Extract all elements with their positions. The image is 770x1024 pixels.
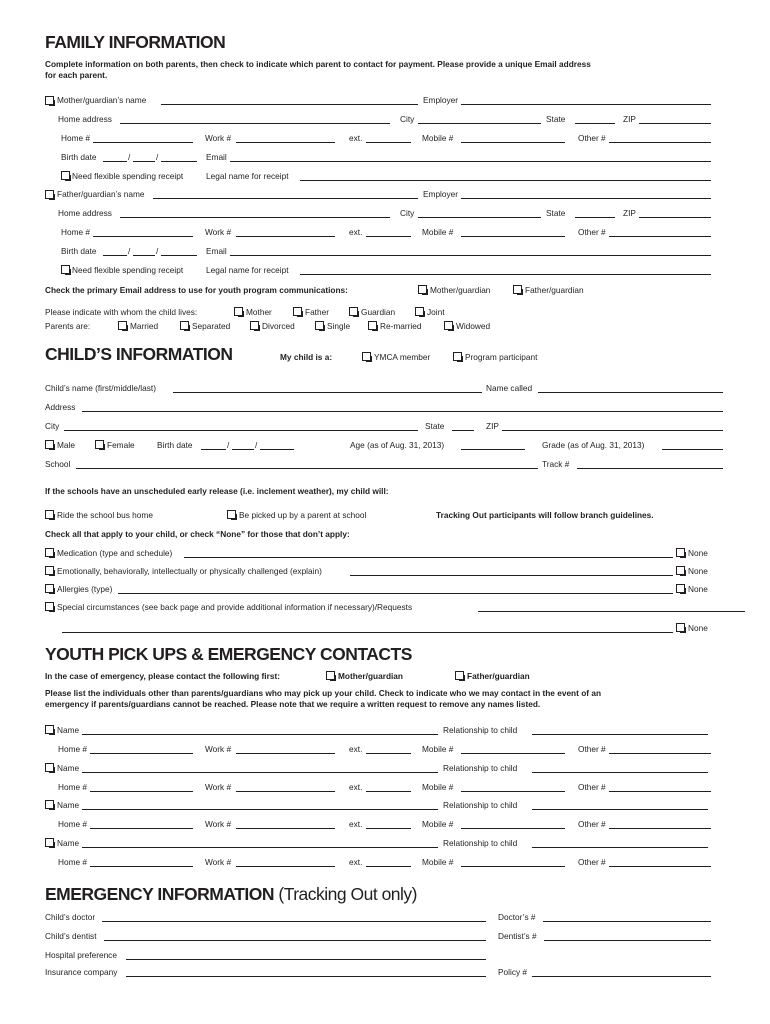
- mother-name-field[interactable]: [161, 104, 418, 105]
- contact-4-relationship-field[interactable]: [532, 847, 708, 848]
- child-section-title: CHILD’S INFORMATION: [45, 344, 233, 364]
- contact-4-emergency-checkbox[interactable]: [45, 838, 54, 847]
- mother-home-label: Home #: [61, 133, 91, 143]
- contact-1-ext-label: ext.: [349, 744, 363, 754]
- child-zip-label: ZIP: [486, 421, 499, 431]
- lives-father-label: Father: [305, 307, 329, 317]
- picked-up-label: Be picked up by a parent at school: [239, 510, 367, 520]
- contact-3-ext-label: ext.: [349, 819, 363, 829]
- family-instructions-cont: for each parent.: [45, 70, 108, 80]
- contact-2-work-field[interactable]: [236, 791, 335, 792]
- ymca-member-checkbox[interactable]: [362, 352, 371, 361]
- father-mobile-label: Mobile #: [422, 227, 454, 237]
- contact-1-home-field[interactable]: [90, 753, 193, 754]
- lives-guardian-checkbox[interactable]: [349, 307, 358, 316]
- father-city-label: City: [400, 208, 415, 218]
- contact-4-other-field[interactable]: [609, 866, 711, 867]
- mother-fsa-label: Need flexible spending receipt: [72, 171, 184, 181]
- picked-up-checkbox[interactable]: [227, 510, 236, 519]
- father-home-field[interactable]: [93, 236, 193, 237]
- date-slash: /: [156, 246, 159, 256]
- contact-3-emergency-checkbox[interactable]: [45, 800, 54, 809]
- medication-label: Medication (type and schedule): [57, 548, 173, 558]
- mother-state-field[interactable]: [575, 123, 615, 124]
- contact-3-home-label: Home #: [58, 819, 88, 829]
- father-other-field[interactable]: [609, 236, 711, 237]
- track-label: Track #: [542, 459, 570, 469]
- child-birth-month[interactable]: [201, 449, 226, 450]
- allergies-checkbox[interactable]: [45, 584, 54, 593]
- early-release-prompt: If the schools have an unscheduled early release (i.e. inclement weather), my child will:: [45, 486, 389, 496]
- contact-3-home-field[interactable]: [90, 828, 193, 829]
- contact-1-ext-field[interactable]: [366, 753, 411, 754]
- mother-birth-month[interactable]: [103, 161, 127, 162]
- father-state-label: State: [546, 208, 566, 218]
- date-slash: /: [128, 152, 131, 162]
- hospital-field[interactable]: [126, 959, 486, 960]
- father-home-label: Home #: [61, 227, 91, 237]
- contact-2-name-label: Name: [57, 763, 80, 773]
- primary-mother-label: Mother/guardian: [430, 285, 491, 295]
- mother-work-field[interactable]: [236, 142, 335, 143]
- contact-3-ext-field[interactable]: [366, 828, 411, 829]
- father-address-label: Home address: [58, 208, 112, 218]
- child-name-label: Child’s name (first/middle/last): [45, 383, 156, 393]
- dentist-number-field[interactable]: [544, 940, 711, 941]
- single-checkbox[interactable]: [315, 321, 324, 330]
- age-label: Age (as of Aug. 31, 2013): [350, 440, 445, 450]
- mother-other-field[interactable]: [609, 142, 711, 143]
- contact-4-ext-field[interactable]: [366, 866, 411, 867]
- child-city-label: City: [45, 421, 60, 431]
- contact-4-ext-label: ext.: [349, 857, 363, 867]
- track-field[interactable]: [577, 468, 723, 469]
- father-zip-label: ZIP: [623, 208, 636, 218]
- contact-3-name-field[interactable]: [82, 809, 438, 810]
- mother-address-label: Home address: [58, 114, 112, 124]
- mother-legal-label: Legal name for receipt: [206, 171, 289, 181]
- contact-2-home-label: Home #: [58, 782, 88, 792]
- child-city-field[interactable]: [64, 430, 418, 431]
- my-child-is-label: My child is a:: [280, 352, 333, 362]
- contact-1-work-field[interactable]: [236, 753, 335, 754]
- insurance-field[interactable]: [126, 976, 486, 977]
- lives-with-prompt: Please indicate with whom the child lives:: [45, 307, 198, 317]
- mother-mobile-label: Mobile #: [422, 133, 454, 143]
- contact-4-mobile-label: Mobile #: [422, 857, 454, 867]
- mother-employer-field[interactable]: [461, 104, 711, 105]
- father-employer-label: Employer: [423, 189, 459, 199]
- father-employer-field[interactable]: [461, 198, 711, 199]
- contact-1-other-field[interactable]: [609, 753, 711, 754]
- insurance-label: Insurance company: [45, 967, 118, 977]
- special-none-label: None: [688, 623, 708, 633]
- contact-4-other-label: Other #: [578, 857, 606, 867]
- doctor-number-field[interactable]: [543, 921, 711, 922]
- remarried-checkbox[interactable]: [368, 321, 377, 330]
- pickup-instructions: Please list the individuals other than parents/guardians who may pick up your child. Check to indicate who we may contact in the event of an: [45, 688, 602, 698]
- dentist-label: Child’s dentist: [45, 931, 97, 941]
- contact-2-name-field[interactable]: [82, 772, 438, 773]
- divorced-label: Divorced: [262, 321, 295, 331]
- widowed-label: Widowed: [456, 321, 491, 331]
- primary-father-label: Father/guardian: [525, 285, 584, 295]
- married-label: Married: [130, 321, 159, 331]
- pickups-section-title: YOUTH PICK UPS & EMERGENCY CONTACTS: [45, 644, 412, 664]
- mother-state-label: State: [546, 114, 566, 124]
- allergies-label: Allergies (type): [57, 584, 113, 594]
- policy-label: Policy #: [498, 967, 528, 977]
- school-field[interactable]: [76, 468, 538, 469]
- name-called-field[interactable]: [538, 392, 723, 393]
- date-slash: /: [128, 246, 131, 256]
- contact-2-ext-label: ext.: [349, 782, 363, 792]
- date-slash: /: [255, 440, 258, 450]
- contact-1-work-label: Work #: [205, 744, 232, 754]
- child-zip-field[interactable]: [502, 430, 723, 431]
- emotional-field[interactable]: [350, 575, 673, 576]
- parents-are-prompt: Parents are:: [45, 321, 91, 331]
- contact-2-work-label: Work #: [205, 782, 232, 792]
- mother-zip-field[interactable]: [639, 123, 711, 124]
- contact-4-name-label: Name: [57, 838, 80, 848]
- father-contact-checkbox[interactable]: [45, 190, 54, 199]
- contact-2-ext-field[interactable]: [366, 791, 411, 792]
- father-ext-field[interactable]: [366, 236, 411, 237]
- contact-3-name-label: Name: [57, 800, 80, 810]
- child-address-field[interactable]: [82, 411, 723, 412]
- grade-field[interactable]: [662, 449, 723, 450]
- father-mobile-field[interactable]: [461, 236, 565, 237]
- separated-checkbox[interactable]: [180, 321, 189, 330]
- contact-2-relationship-field[interactable]: [532, 772, 708, 773]
- contact-3-work-label: Work #: [205, 819, 232, 829]
- contact-4-name-field[interactable]: [82, 847, 438, 848]
- lives-mother-label: Mother: [246, 307, 272, 317]
- child-name-field[interactable]: [173, 392, 482, 393]
- mother-ext-label: ext.: [349, 133, 363, 143]
- emergency-first-prompt: In the case of emergency, please contact the following first:: [45, 671, 280, 681]
- child-state-field[interactable]: [452, 430, 474, 431]
- divorced-checkbox[interactable]: [250, 321, 259, 330]
- contact-1-other-label: Other #: [578, 744, 606, 754]
- doctor-label: Child’s doctor: [45, 912, 96, 922]
- special-field-line-2[interactable]: [62, 632, 673, 633]
- father-name-label: Father/guardian’s name: [57, 189, 145, 199]
- emergency-section-title: EMERGENCY INFORMATION (Tracking Out only): [45, 884, 418, 904]
- child-state-label: State: [425, 421, 445, 431]
- check-all-prompt: Check all that apply to your child, or check “None” for those that don’t apply:: [45, 529, 350, 539]
- father-zip-field[interactable]: [639, 217, 711, 218]
- emotional-none-label: None: [688, 566, 708, 576]
- mother-work-label: Work #: [205, 133, 232, 143]
- child-birth-label: Birth date: [157, 440, 193, 450]
- mother-zip-label: ZIP: [623, 114, 636, 124]
- date-slash: /: [156, 152, 159, 162]
- contact-2-mobile-label: Mobile #: [422, 782, 454, 792]
- tracking-note: Tracking Out participants will follow branch guidelines.: [436, 510, 654, 520]
- father-legal-field[interactable]: [300, 274, 711, 275]
- father-fsa-checkbox[interactable]: [61, 265, 70, 274]
- primary-father-checkbox[interactable]: [513, 285, 522, 294]
- contact-1-relationship-label: Relationship to child: [443, 725, 518, 735]
- hospital-label: Hospital preference: [45, 950, 117, 960]
- contact-1-name-label: Name: [57, 725, 80, 735]
- lives-mother-checkbox[interactable]: [234, 307, 243, 316]
- mother-employer-label: Employer: [423, 95, 459, 105]
- policy-field[interactable]: [532, 976, 711, 977]
- contact-3-relationship-label: Relationship to child: [443, 800, 518, 810]
- dentist-number-label: Dentist’s #: [498, 931, 537, 941]
- dentist-field[interactable]: [104, 940, 486, 941]
- contact-3-other-field[interactable]: [609, 828, 711, 829]
- special-label: Special circumstances (see back page and provide additional information if necessary)/Requests: [57, 602, 413, 612]
- father-email-label: Email: [206, 246, 227, 256]
- contact-2-home-field[interactable]: [90, 791, 193, 792]
- father-birth-label: Birth date: [61, 246, 97, 256]
- medication-none-checkbox[interactable]: [676, 548, 685, 557]
- female-checkbox[interactable]: [95, 440, 104, 449]
- doctor-field[interactable]: [102, 921, 486, 922]
- mother-email-label: Email: [206, 152, 227, 162]
- emotional-checkbox[interactable]: [45, 566, 54, 575]
- contact-4-work-label: Work #: [205, 857, 232, 867]
- program-participant-checkbox[interactable]: [453, 352, 462, 361]
- contact-1-name-field[interactable]: [82, 734, 438, 735]
- mother-fsa-checkbox[interactable]: [61, 171, 70, 180]
- special-field[interactable]: [478, 611, 745, 612]
- father-ext-label: ext.: [349, 227, 363, 237]
- contact-4-home-field[interactable]: [90, 866, 193, 867]
- family-instructions: Complete information on both parents, then check to indicate which parent to contact for payment. Please provide a unique Email address: [45, 59, 591, 69]
- married-checkbox[interactable]: [118, 321, 127, 330]
- separated-label: Separated: [192, 321, 231, 331]
- mother-city-label: City: [400, 114, 415, 124]
- mother-name-label: Mother/guardian’s name: [57, 95, 147, 105]
- father-name-field[interactable]: [153, 198, 418, 199]
- lives-joint-checkbox[interactable]: [415, 307, 424, 316]
- mother-birth-day[interactable]: [133, 161, 155, 162]
- child-address-label: Address: [45, 402, 76, 412]
- remarried-label: Re-married: [380, 321, 422, 331]
- lives-joint-label: Joint: [427, 307, 445, 317]
- name-called-label: Name called: [486, 383, 533, 393]
- father-other-label: Other #: [578, 227, 606, 237]
- contact-4-mobile-field[interactable]: [461, 866, 565, 867]
- contact-4-relationship-label: Relationship to child: [443, 838, 518, 848]
- mother-mobile-field[interactable]: [461, 142, 565, 143]
- emergency-father-label: Father/guardian: [467, 671, 530, 681]
- allergies-none-label: None: [688, 584, 708, 594]
- ride-bus-checkbox[interactable]: [45, 510, 54, 519]
- allergies-field[interactable]: [118, 593, 673, 594]
- emergency-mother-checkbox[interactable]: [326, 671, 335, 680]
- primary-mother-checkbox[interactable]: [418, 285, 427, 294]
- mother-city-field[interactable]: [418, 123, 541, 124]
- contact-2-other-label: Other #: [578, 782, 606, 792]
- father-address-field[interactable]: [120, 217, 390, 218]
- father-work-field[interactable]: [236, 236, 335, 237]
- male-checkbox[interactable]: [45, 440, 54, 449]
- father-birth-day[interactable]: [133, 255, 155, 256]
- ride-bus-label: Ride the school bus home: [57, 510, 153, 520]
- contact-4-home-label: Home #: [58, 857, 88, 867]
- contact-3-relationship-field[interactable]: [532, 809, 708, 810]
- contact-3-work-field[interactable]: [236, 828, 335, 829]
- father-fsa-label: Need flexible spending receipt: [72, 265, 184, 275]
- mother-ext-field[interactable]: [366, 142, 411, 143]
- ymca-member-label: YMCA member: [374, 352, 431, 362]
- emergency-mother-label: Mother/guardian: [338, 671, 403, 681]
- contact-2-other-field[interactable]: [609, 791, 711, 792]
- medication-none-label: None: [688, 548, 708, 558]
- mother-birth-year[interactable]: [161, 161, 197, 162]
- allergies-none-checkbox[interactable]: [676, 584, 685, 593]
- contact-1-home-label: Home #: [58, 744, 88, 754]
- father-email-field[interactable]: [230, 255, 711, 256]
- contact-1-mobile-field[interactable]: [461, 753, 565, 754]
- school-label: School: [45, 459, 71, 469]
- single-label: Single: [327, 321, 351, 331]
- father-legal-label: Legal name for receipt: [206, 265, 289, 275]
- special-none-checkbox[interactable]: [676, 623, 685, 632]
- widowed-checkbox[interactable]: [444, 321, 453, 330]
- contact-2-emergency-checkbox[interactable]: [45, 763, 54, 772]
- medication-checkbox[interactable]: [45, 548, 54, 557]
- contact-2-mobile-field[interactable]: [461, 791, 565, 792]
- contact-3-mobile-field[interactable]: [461, 828, 565, 829]
- mother-email-field[interactable]: [230, 161, 711, 162]
- child-birth-day[interactable]: [232, 449, 254, 450]
- male-label: Male: [57, 440, 75, 450]
- mother-birth-label: Birth date: [61, 152, 97, 162]
- mother-legal-field[interactable]: [300, 180, 711, 181]
- medication-field[interactable]: [184, 557, 673, 558]
- contact-4-work-field[interactable]: [236, 866, 335, 867]
- primary-email-prompt: Check the primary Email address to use for youth program communications:: [45, 285, 348, 295]
- father-birth-year[interactable]: [161, 255, 197, 256]
- special-checkbox[interactable]: [45, 602, 54, 611]
- date-slash: /: [227, 440, 230, 450]
- family-section-title: FAMILY INFORMATION: [45, 32, 226, 52]
- child-birth-year[interactable]: [260, 449, 294, 450]
- age-field[interactable]: [461, 449, 525, 450]
- female-label: Female: [107, 440, 135, 450]
- father-birth-month[interactable]: [103, 255, 127, 256]
- mother-home-field[interactable]: [93, 142, 193, 143]
- emotional-label: Emotionally, behaviorally, intellectually or physically challenged (explain): [57, 566, 322, 576]
- grade-label: Grade (as of Aug. 31, 2013): [542, 440, 645, 450]
- father-city-field[interactable]: [418, 217, 541, 218]
- lives-guardian-label: Guardian: [361, 307, 396, 317]
- contact-1-mobile-label: Mobile #: [422, 744, 454, 754]
- contact-3-mobile-label: Mobile #: [422, 819, 454, 829]
- emergency-father-checkbox[interactable]: [455, 671, 464, 680]
- pickup-instructions-cont: emergency if parents/guardians cannot be reached. Please note that we require a written request to remove any names listed.: [45, 699, 541, 709]
- mother-contact-checkbox[interactable]: [45, 96, 54, 105]
- emotional-none-checkbox[interactable]: [676, 566, 685, 575]
- contact-2-relationship-label: Relationship to child: [443, 763, 518, 773]
- mother-other-label: Other #: [578, 133, 606, 143]
- lives-father-checkbox[interactable]: [293, 307, 302, 316]
- contact-1-relationship-field[interactable]: [532, 734, 708, 735]
- contact-3-other-label: Other #: [578, 819, 606, 829]
- father-state-field[interactable]: [575, 217, 615, 218]
- contact-1-emergency-checkbox[interactable]: [45, 725, 54, 734]
- program-participant-label: Program participant: [465, 352, 538, 362]
- father-work-label: Work #: [205, 227, 232, 237]
- doctor-number-label: Doctor’s #: [498, 912, 536, 922]
- mother-address-field[interactable]: [120, 123, 390, 124]
